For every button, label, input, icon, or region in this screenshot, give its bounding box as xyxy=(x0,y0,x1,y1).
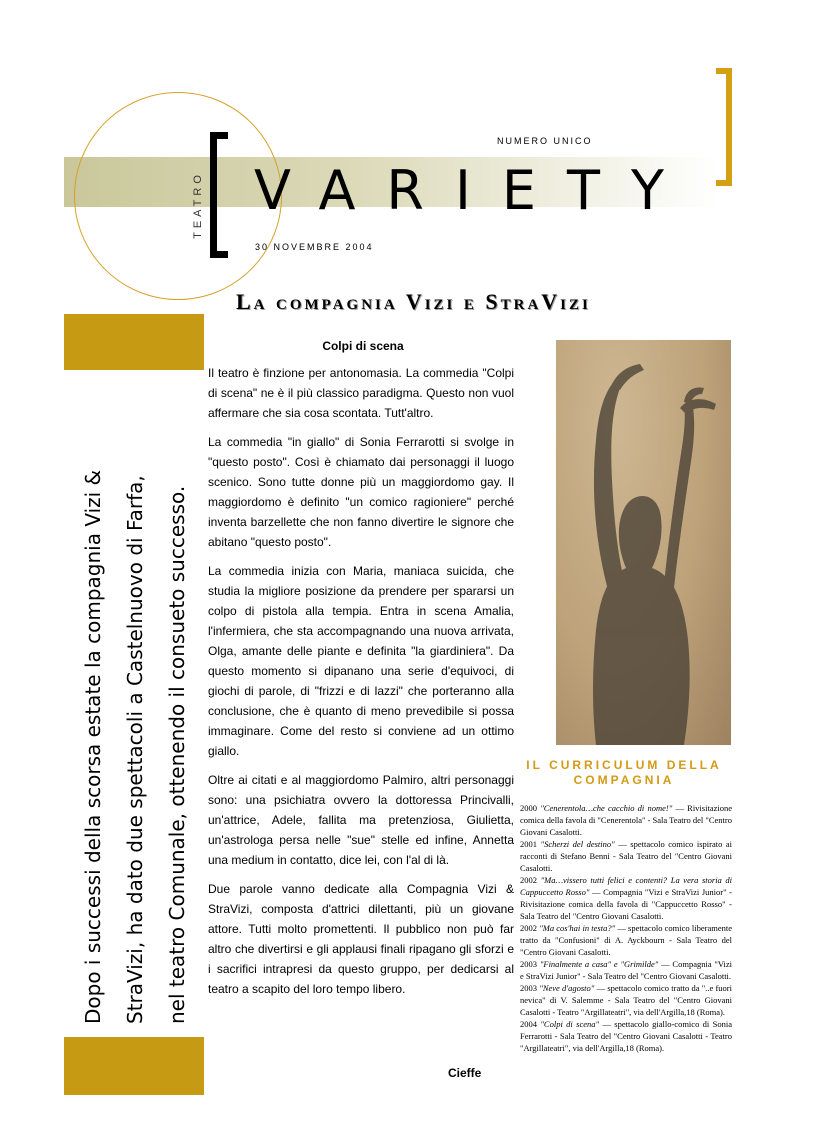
gold-block-bottom xyxy=(64,1037,204,1095)
issue-date: 30 NOVEMBRE 2004 xyxy=(255,242,374,252)
sidebar-line: Dopo i successi della scorsa estate la compagnia Vizi & xyxy=(80,469,105,1024)
curriculum-entry: 2003 "Neve d'agosto" — spettacolo comico tratto da "..e fuori nevica" di V. Salemme - Sala Teatro del "Centro Giovani Casalotti - Teatro "Argillateatri", via dell'Argilla,18 (Roma). xyxy=(520,983,732,1017)
sidebar-line: nel teatro Comunale, ottenendo il consueto successo. xyxy=(164,485,189,1024)
curriculum-entry: 2004 "Colpi di scena" — spettacolo giallo-comico di Sonia Ferrarotti - Sala Teatro del "Centro Giovani Casalotti - Teatro "Argillateatri", via dell'Argilla,18 (Roma). xyxy=(520,1019,733,1053)
masthead-title: VARIETY xyxy=(254,159,695,222)
edition-label: NUMERO UNICO xyxy=(497,136,593,146)
article-paragraph: Due parole vanno dedicate alla Compagnia Vizi & StraVizi, composta d'attrici dilettanti, più un giovane attore. Tutti molto promettenti. Il pubblico non può far altro che divertirsi e gli applausi finali ripagano gli sforzi e i sacrifici intrapresi da questo gruppo, per dedicarsi al teatro a scapito del loro tempo libero. xyxy=(208,882,514,996)
curriculum-entry: 2002 "Ma…vissero tutti felici e contenti? La vera storia di Cappuccetto Rosso" — Compagnia "Vizi e StraVizi Junior" - Rivisitazione comica della favola di "Cappuccetto Rosso" - Sala Teatro del "Centro Giovani Casalotti. xyxy=(520,875,733,921)
curriculum-title: IL CURRICULUM DELLA COMPAGNIA xyxy=(526,758,722,787)
curriculum-entry: 2002 "Ma cos'hai in testa?" — spettacolo comico liberamente tratto da "Confusioni" di A. Ayckbourn - Sala Teatro del "Centro Giovani Casalotti. xyxy=(520,923,732,957)
right-bracket xyxy=(716,68,732,186)
shadow-figure-image xyxy=(556,340,731,745)
sidebar-summary xyxy=(77,384,192,1024)
section-label: TEATRO xyxy=(192,171,204,239)
curriculum-entry: 2000 "Cenerentola…che cacchio di nome!" — Rivisitazione comica della favola di "Cenerentola" - Sala Teatro del "Centro Giovani Casalotti. xyxy=(520,803,733,837)
gold-block-top xyxy=(64,314,204,370)
article-body xyxy=(208,363,514,1008)
shadow-photo xyxy=(556,340,731,745)
left-bracket xyxy=(210,132,228,258)
curriculum-list xyxy=(520,802,732,1054)
article-paragraph: La commedia inizia con Maria, maniaca suicida, che studia la migliore posizione da prendere per spararsi un colpo di pistola alla tempia. Entra in scena Amalia, l'infermiera, che sta accompagnando una nuova arrivata, Olga, amante delle piante e definita "la giardiniera". Da questo momento si dipanano una serie d'equivoci, di giochi di parole, di "frizzi e di lazzi" che porteranno alla conclusione, che è quanto di meno prevedibile si possa immaginare. Come del resto si conviene ad un ottimo giallo. xyxy=(208,564,514,758)
curriculum-entry: 2001 "Scherzi del destino" — spettacolo comico ispirato ai racconti di Stefano Benni - Sala Teatro del "Centro Giovani Casalotti. xyxy=(520,839,733,873)
article-signature: Cieffe xyxy=(448,1066,482,1080)
curriculum-entry: 2003 "Finalmente a casa" e "Grimilde" — Compagnia "Vizi e StraVizi Junior" - Sala Teatro del "Centro Giovani Casalotti. xyxy=(520,959,732,981)
article-paragraph: Oltre ai citati e al maggiordomo Palmiro, altri personaggi sono: una psichiatra ovvero la dottoressa Princivalli, un'attrice, Adele, fallita ma pretenziosa, Giulietta, un'astrologa persa nelle "sue" stelle ed infine, Annetta una medium in contatto, dice lei, con l'al di là. xyxy=(208,773,514,867)
article-paragraph: Il teatro è finzione per antonomasia. La commedia "Colpi di scena" ne è il più classico paradigma. Questo non vuol affermare che sia cosa scontata. Tutt'altro. xyxy=(208,366,514,420)
sidebar-line: StraVizi, ha dato due spettacoli a Castelnuovo di Farfa, xyxy=(122,475,147,1024)
headline: La compagnia Vizi e StraVizi xyxy=(236,289,591,314)
article-paragraph: La commedia "in giallo" di Sonia Ferrarotti si svolge in "questo posto". Così è chiamato dai personaggi il luogo scenico. Sono tutte donne più un maggiordomo gay. Il maggiordomo è definito "un comico ragioniere" perché inventa barzellette che non fanno divertire le signore che abitano "questo posto". xyxy=(208,435,514,549)
article-title: Colpi di scena xyxy=(322,339,404,353)
